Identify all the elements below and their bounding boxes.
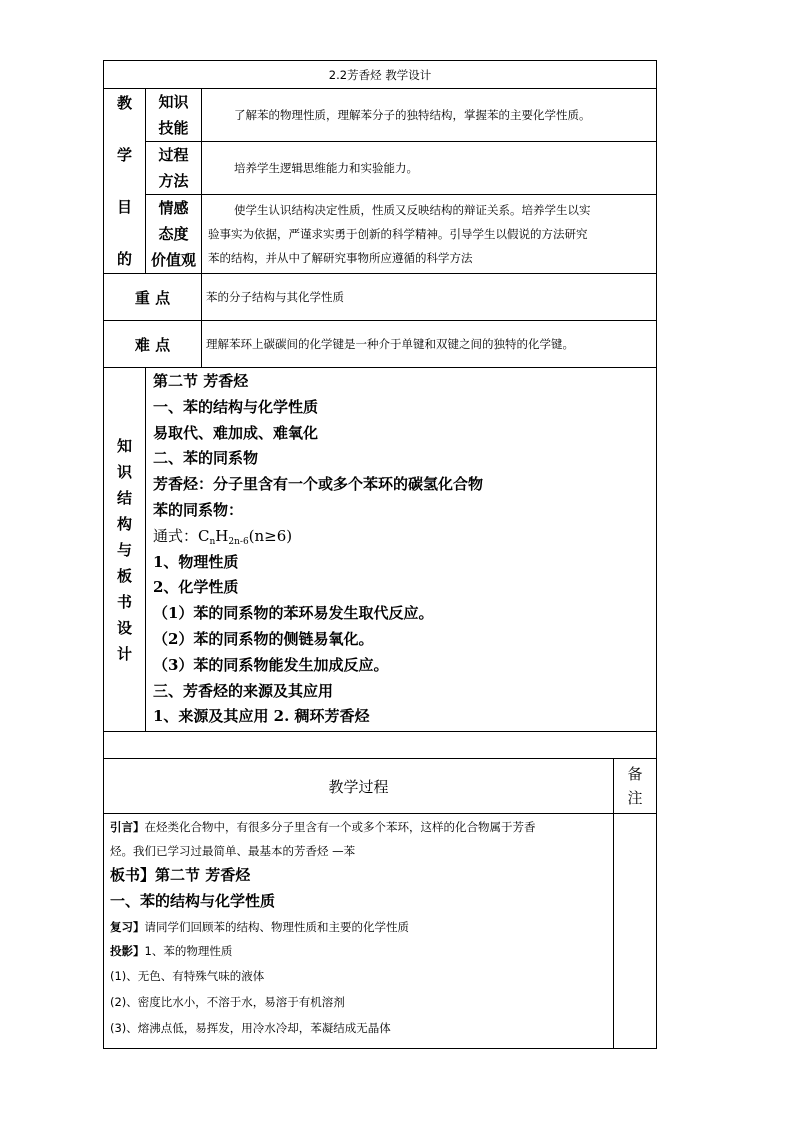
projection-text: 1、苯的物理性质 bbox=[144, 943, 233, 958]
board-line: （2）苯的同系物的侧链易氧化。 bbox=[153, 629, 374, 648]
intro-line: 烃。我们已学习过最简单、最基本的芳香烃 —苯 bbox=[110, 844, 356, 858]
projection-line bbox=[104, 939, 613, 963]
formula-sub: 2n-6 bbox=[228, 536, 249, 547]
label-line: 过程 bbox=[158, 146, 189, 164]
remarks-column bbox=[614, 814, 657, 1049]
board-note-line bbox=[104, 863, 613, 889]
formula-sub: n bbox=[209, 536, 216, 547]
label-line: 方法 bbox=[158, 172, 189, 190]
process-method-text: 培养学生逻辑思维能力和实验能力。 bbox=[202, 142, 657, 195]
intro-text: 在烃类化合物中，有很多分子里含有一个或多个苯环，这样的化合物属于芳香 bbox=[144, 820, 536, 834]
review-tag: 复习】 bbox=[110, 919, 145, 934]
property-item: (1)、无色、有特殊气味的液体 bbox=[110, 968, 265, 983]
label-line: 知识 bbox=[158, 93, 189, 111]
board-line: （3）苯的同系物能发生加成反应。 bbox=[153, 655, 389, 674]
text-line: 苯的结构，并从中了解研究事物所应遵循的科学方法 bbox=[208, 251, 473, 265]
teaching-process-header: 教学过程 bbox=[104, 759, 614, 814]
board-line: 易取代、难加成、难氧化 bbox=[153, 423, 319, 442]
lesson-plan-page bbox=[103, 60, 656, 1045]
label-line: 情感 bbox=[158, 199, 189, 217]
board-label-char: 板 bbox=[116, 566, 132, 585]
board-line: 芳香烃：分子里含有一个或多个苯环的碳氢化合物 bbox=[153, 475, 484, 494]
board-line: 二、苯的同系物 bbox=[153, 449, 259, 468]
board-label-char: 计 bbox=[116, 644, 132, 663]
section-heading: 一、苯的结构与化学性质 bbox=[110, 891, 276, 910]
objectives-label bbox=[104, 89, 146, 274]
objectives-label-char: 的 bbox=[116, 250, 132, 268]
projection-tag: 投影】 bbox=[110, 943, 145, 958]
board-design-content bbox=[146, 368, 657, 732]
general-formula bbox=[153, 524, 656, 550]
teaching-process-content bbox=[104, 814, 614, 1049]
key-point-text: 苯的分子结构与其化学性质 bbox=[202, 274, 657, 321]
lesson-plan-table bbox=[103, 60, 657, 1049]
objectives-label-char: 教 bbox=[116, 94, 132, 112]
remarks-char: 备 bbox=[627, 765, 643, 783]
board-label-char: 知 bbox=[116, 436, 132, 455]
objectives-label-char: 学 bbox=[116, 146, 132, 164]
review-text: 请同学们回顾苯的结构、物理性质和主要的化学性质 bbox=[144, 919, 409, 934]
label-line: 技能 bbox=[158, 119, 189, 137]
board-text: 第二节 芳香烃 bbox=[155, 866, 251, 884]
document-title: 2.2芳香烃 教学设计 bbox=[104, 61, 657, 89]
spacer-row bbox=[104, 732, 657, 759]
intro-line bbox=[104, 815, 613, 839]
property-item: (2)、密度比水小，不溶于水，易溶于有机溶剂 bbox=[110, 994, 345, 1009]
knowledge-skill-text: 了解苯的物理性质，理解苯分子的独特结构，掌握苯的主要化学性质。 bbox=[202, 89, 657, 142]
board-label-char: 与 bbox=[116, 540, 132, 559]
knowledge-skill-label bbox=[146, 89, 202, 142]
board-label-char: 设 bbox=[116, 618, 132, 637]
board-label-char: 识 bbox=[116, 462, 132, 481]
objectives-label-char: 目 bbox=[116, 198, 132, 216]
property-item: (3)、熔沸点低，易挥发，用冷水冷却，苯凝结成无晶体 bbox=[110, 1020, 391, 1035]
review-line bbox=[104, 915, 613, 939]
board-line: 第二节 芳香烃 bbox=[153, 372, 249, 390]
attitude-values-text bbox=[202, 195, 657, 274]
text-line: 使学生认识结构决定性质，性质又反映结构的辩证关系。培养学生以实 bbox=[234, 203, 591, 217]
attitude-values-label bbox=[146, 195, 202, 274]
process-method-label bbox=[146, 142, 202, 195]
board-label-char: 构 bbox=[116, 514, 132, 533]
formula-part: (n≥6) bbox=[248, 526, 293, 545]
board-design-label bbox=[104, 368, 146, 732]
key-point-label: 重 点 bbox=[104, 274, 202, 321]
board-line: 三、芳香烃的来源及其应用 bbox=[153, 681, 334, 700]
board-line: （1）苯的同系物的苯环易发生取代反应。 bbox=[153, 604, 434, 623]
difficulty-text: 理解苯环上碳碳间的化学键是一种介于单键和双键之间的独特的化学键。 bbox=[202, 321, 657, 368]
board-line: 1、来源及其应用 2. 稠环芳香烃 bbox=[153, 707, 370, 726]
board-line: 一、苯的结构与化学性质 bbox=[153, 397, 319, 416]
formula-part: 通式：C bbox=[153, 526, 210, 545]
board-label-char: 书 bbox=[116, 592, 132, 611]
label-line: 态度 bbox=[158, 225, 189, 243]
remarks-header bbox=[614, 759, 657, 814]
formula-part: H bbox=[215, 526, 229, 545]
label-line: 价值观 bbox=[150, 251, 196, 269]
remarks-char: 注 bbox=[627, 789, 643, 807]
text-line: 验事实为依据，严谨求实勇于创新的科学精神。引导学生以假说的方法研究 bbox=[208, 227, 588, 241]
intro-tag: 引言】 bbox=[110, 820, 145, 834]
board-line: 1、物理性质 bbox=[153, 552, 239, 571]
board-tag: 板书】 bbox=[110, 866, 156, 884]
board-line: 2、化学性质 bbox=[153, 578, 239, 597]
board-label-char: 结 bbox=[116, 488, 132, 507]
difficulty-label: 难 点 bbox=[104, 321, 202, 368]
board-line: 苯的同系物： bbox=[153, 500, 244, 519]
